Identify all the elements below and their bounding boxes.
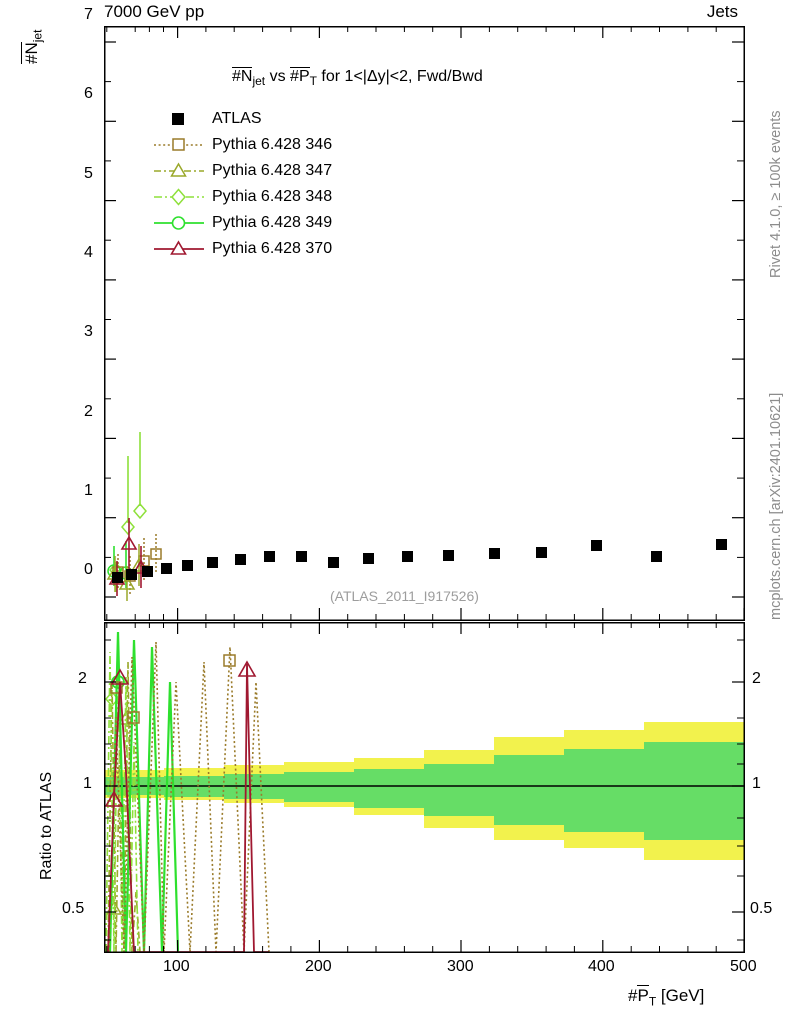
ratio-ytick-1-left: 1: [83, 775, 92, 792]
legend-marker-pythia-347: [152, 160, 206, 182]
legend-label: Pythia 6.428 348: [212, 188, 333, 205]
analysis-id-watermark: (ATLAS_2011_I917526): [330, 588, 479, 604]
x-axis-label: $\#P_T$ [GeV]: [628, 986, 705, 1009]
main-ytick-6: 6: [84, 85, 93, 102]
legend-marker-pythia-370: [152, 238, 206, 260]
rivet-version-label: Rivet 4.1.0, ≥ 100k events: [768, 110, 784, 278]
legend-marker-pythia-346: [152, 134, 206, 156]
ratio-ytick-2-left: 2: [78, 670, 87, 687]
ratio-y-axis-label: Ratio to ATLAS: [38, 771, 55, 880]
legend-label: Pythia 6.428 370: [212, 240, 333, 257]
legend-label: Pythia 6.428 349: [212, 214, 333, 231]
main-ytick-7: 7: [84, 6, 93, 23]
ratio-ytick-1-right: 1: [752, 775, 761, 792]
legend-label: ATLAS: [212, 110, 262, 127]
xtick-300: 300: [447, 958, 474, 975]
main-ytick-0: 0: [84, 561, 93, 578]
ratio-ytick-2-right: 2: [752, 670, 761, 687]
legend-marker-pythia-348: [152, 186, 206, 208]
xtick-400: 400: [588, 958, 615, 975]
header-left-label: 7000 GeV pp: [104, 2, 205, 21]
xtick-200: 200: [305, 958, 332, 975]
legend-marker-pythia-349: [152, 212, 206, 234]
legend-label: Pythia 6.428 347: [212, 162, 333, 179]
legend-label: Pythia 6.428 346: [212, 136, 333, 153]
main-y-axis-label: $\#N_{jet}$: [22, 29, 45, 64]
ratio-plot-area: [104, 622, 745, 953]
xtick-500: 500: [730, 958, 757, 975]
main-ytick-5: 5: [84, 165, 93, 182]
xtick-100: 100: [163, 958, 190, 975]
main-ytick-4: 4: [84, 244, 93, 261]
header-right-label: Jets: [706, 2, 738, 21]
mcplots-source-label: mcplots.cern.ch [arXiv:2401.10621]: [768, 392, 784, 620]
ratio-ytick-05-left: 0.5: [62, 900, 85, 917]
main-ytick-2: 2: [84, 403, 93, 420]
ratio-ytick-05-right: 0.5: [750, 900, 773, 917]
main-ytick-1: 1: [84, 482, 93, 499]
plot-title: $\#N_{jet}$ vs $\#P_T$ for 1<|Δy|<2, Fwd/Bwd: [232, 68, 483, 89]
legend-marker-atlas: [152, 108, 206, 130]
main-ytick-3: 3: [84, 323, 93, 340]
